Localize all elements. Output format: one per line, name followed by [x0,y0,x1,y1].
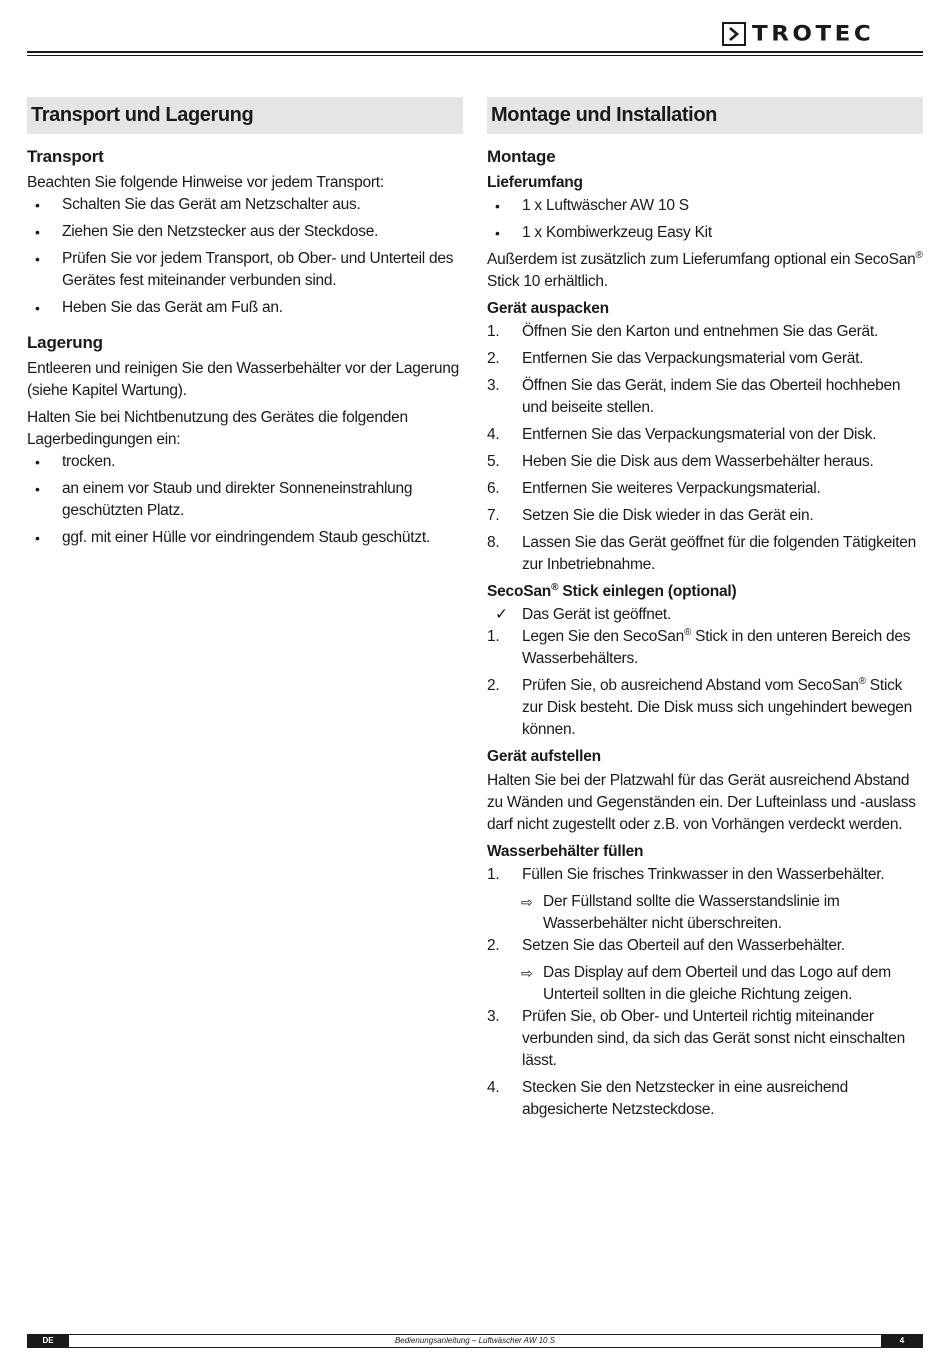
list-item: • Prüfen Sie vor jedem Transport, ob Ober- und Unterteil des Gerätes fest miteinander verbunden sind. [35,250,454,289]
footer-title: Bedienungsanleitung – Luftwäscher AW 10 S [394,1336,556,1345]
heading-unpack: Gerät auspacken [487,300,609,317]
heading-storage: Lagerung [27,333,103,352]
step-number: 2. [487,677,500,694]
result-arrow-icon: ⇨ [521,894,533,910]
heading-secosan-stick: SecoSan® Stick einlegen (optional) [487,581,737,600]
list-item: 5. Heben Sie die Disk aus dem Wasserbehälter heraus. [487,451,923,473]
right-column [487,97,923,1121]
list-item: 3. Öffnen Sie das Gerät, indem Sie das Oberteil hochheben und beiseite stellen. [487,377,901,416]
list-item: • Ziehen Sie den Netzstecker aus der Steckdose. [27,221,463,243]
list-item: • Schalten Sie das Gerät am Netzschalter aus. [27,194,463,216]
transport-intro: Beachten Sie folgende Hinweise vor jedem Transport: [27,174,384,191]
bullet-marker: • [35,454,40,470]
step-number: 1. [487,323,500,340]
step-number: 2. [487,937,500,954]
list-item: • an einem vor Staub und direkter Sonneneinstrahlung geschützten Platz. [35,480,413,519]
check-icon: ✓ [495,606,508,623]
chevron-right-icon [722,22,746,46]
step-number: 4. [487,1079,500,1096]
list-item: 3. Prüfen Sie, ob Ober- und Unterteil richtig miteinander verbunden sind, da sich das Gerät sonst nicht einschalten lässt. [487,1008,905,1069]
section-title-transport: Transport und Lagerung [27,97,463,134]
list-item: • 1 x Luftwäscher AW 10 S [487,195,923,217]
step-number: 5. [487,453,500,470]
bullet-marker: • [35,224,40,240]
result-item: ⇨ Der Füllstand sollte die Wasserstandslinie im Wasserbehälter nicht überschreiten. [521,893,840,932]
list-item: 6. Entfernen Sie weiteres Verpackungsmaterial. [487,478,923,500]
page-footer [27,1334,923,1348]
list-item: 2. Setzen Sie das Oberteil auf den Wasserbehälter. [487,935,923,957]
bullet-marker: • [495,225,500,241]
header-rule [27,51,923,53]
brand-name: TROTEC [752,22,875,46]
list-item: • 1 x Kombiwerkzeug Easy Kit [487,222,923,244]
scope-bullet-list [487,195,923,244]
bullet-marker: • [35,197,40,213]
step-number: 1. [487,628,500,645]
heading-transport: Transport [27,147,104,166]
list-item: 4. Stecken Sie den Netzstecker in eine ausreichend abgesicherte Netzsteckdose. [487,1079,849,1118]
heading-montage: Montage [487,147,556,166]
step-number: 3. [487,377,500,394]
scope-note: Außerdem ist zusätzlich zum Lieferumfang optional ein SecoSan® Stick 10 erhältlich. [487,249,923,290]
storage-para-1: Entleeren und reinigen Sie den Wasserbehälter vor der Lagerung (siehe Kapitel Wartung). [27,360,459,399]
step-number: 8. [487,534,500,551]
heading-setup: Gerät aufstellen [487,748,601,765]
section-title-montage: Montage und Installation [487,97,923,134]
list-item: 2. Entfernen Sie das Verpackungsmaterial vom Gerät. [487,348,923,370]
fill-step-list [487,864,923,1121]
bullet-marker: • [35,251,40,267]
precondition-item: ✓ Das Gerät ist geöffnet. [487,604,923,626]
storage-bullet-list [27,451,463,549]
step-number: 7. [487,507,500,524]
list-item: 8. Lassen Sie das Gerät geöffnet für die folgenden Tätigkeiten zur Inbetriebnahme. [487,534,916,573]
list-item: 2. Prüfen Sie, ob ausreichend Abstand vom SecoSan® Stick zur Disk besteht. Die Disk muss sich ungehindert bewegen können. [487,675,913,738]
unpack-step-list [487,321,923,576]
storage-para-2: Halten Sie bei Nichtbenutzung des Gerätes die folgenden Lagerbedingungen ein: [27,409,408,448]
heading-fill: Wasserbehälter füllen [487,843,644,860]
step-number: 1. [487,866,500,883]
list-item: 1. Öffnen Sie den Karton und entnehmen Sie das Gerät. [487,321,923,343]
list-item: • ggf. mit einer Hülle vor eindringendem Staub geschützt. [27,527,463,549]
bullet-marker: • [35,481,40,497]
list-item: • trocken. [27,451,463,473]
header-rule-thin [27,55,923,56]
step-number: 3. [487,1008,500,1025]
bullet-marker: • [35,300,40,316]
list-item: 1. Füllen Sie frisches Trinkwasser in den Wasserbehälter. [487,864,923,886]
step-number: 4. [487,426,500,443]
step-number: 6. [487,480,500,497]
left-column [27,97,463,549]
heading-scope: Lieferumfang [487,174,583,191]
bullet-marker: • [495,198,500,214]
transport-bullet-list [27,194,463,319]
list-item: 7. Setzen Sie die Disk wieder in das Gerät ein. [487,505,923,527]
language-badge: DE [27,1335,69,1347]
list-item: 4. Entfernen Sie das Verpackungsmaterial von der Disk. [487,424,923,446]
page-number: 4 [881,1335,923,1347]
setup-para: Halten Sie bei der Platzwahl für das Gerät ausreichend Abstand zu Wänden und Gegenständen ein. Der Lufteinlass und -auslass darf nicht zugestellt oder z.B. von Vorhängen verdeckt werden. [487,772,916,833]
step-number: 2. [487,350,500,367]
trotec-logo [722,20,874,48]
stick-step-list [487,604,923,741]
result-arrow-icon: ⇨ [521,965,533,981]
result-item: ⇨ Das Display auf dem Oberteil und das Logo auf dem Unterteil sollten in die gleiche Richtung zeigen. [521,964,891,1003]
list-item: • Heben Sie das Gerät am Fuß an. [27,297,463,319]
list-item: 1. Legen Sie den SecoSan® Stick in den unteren Bereich des Wasserbehälters. [487,626,911,667]
bullet-marker: • [35,530,40,546]
